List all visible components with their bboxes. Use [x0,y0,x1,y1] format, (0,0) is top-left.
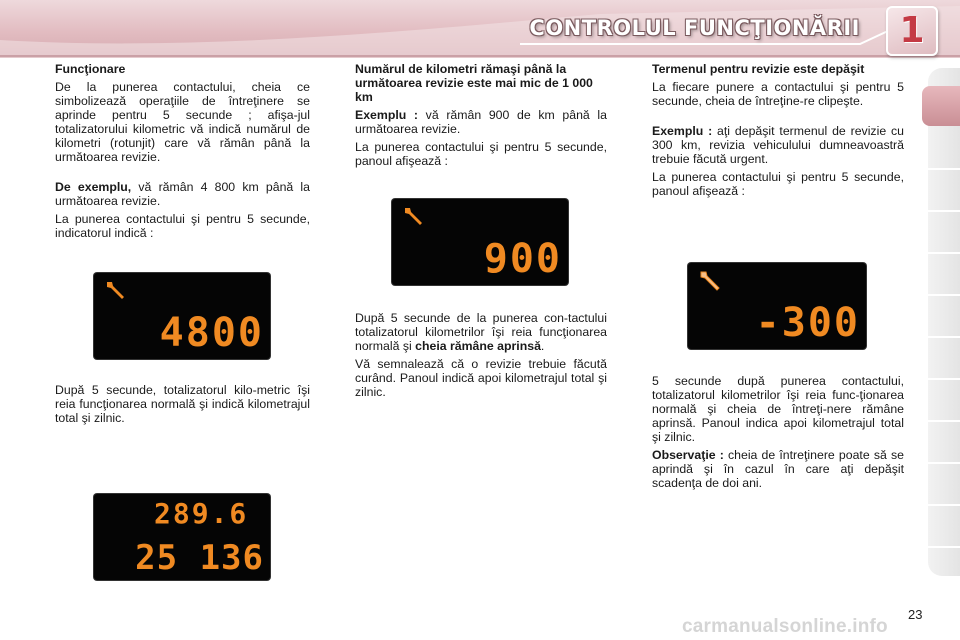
example-label: Exemplu : [652,124,713,138]
paragraph [355,311,607,353]
paragraph: La punerea contactului şi pentru 5 secunde, panoul afişează : [355,140,607,168]
column-3 [652,62,904,202]
chapter-title: CONTROLUL FUNCŢIONĂRII [529,16,860,40]
trip-meter-value: 289.6 [154,497,249,530]
side-tab-divider [928,546,960,548]
paragraph [652,448,904,490]
wrench-icon [104,279,128,303]
section-heading: Numărul de kilometri rămaşi până la următoarea revizie este mai mic de 1 000 km [355,62,593,104]
paragraph [55,180,310,208]
side-tab-divider [928,252,960,254]
side-tab-divider [928,210,960,212]
total-km-value: 25 136 [135,538,264,578]
odometer-display-minus300 [688,263,866,349]
paragraph: Vă semnalează că o revizie trebuie făcută curând. Panoul indică apoi kilometrajul total şi zilnic. [355,357,607,399]
text-run-bold: cheia rămâne aprinsă [415,339,541,353]
paragraph: La fiecare punere a contactului şi pentru 5 secunde, cheia de întreţine-re clipeşte. [652,80,904,108]
column-3-lower [652,374,904,494]
side-tab-active[interactable] [922,86,960,126]
paragraph [652,124,904,166]
side-tab-divider [928,504,960,506]
example-label: Exemplu : [355,108,419,122]
column-1 [55,62,310,244]
side-tab-divider [928,336,960,338]
odometer-value: 4800 [159,310,264,356]
wrench-icon [402,205,426,229]
example-text: vă rămân 4 800 km până la următoarea revizie. [55,180,310,208]
paragraph: După 5 secunde, totalizatorul kilo-metric îşi reia funcţionarea normală şi indică kilometrajul total şi zilnic. [55,383,310,425]
side-tab-divider [928,462,960,464]
section-heading: Termenul pentru revizie este depăşit [652,62,865,76]
paragraph [355,108,607,136]
example-text: vă rămân 900 de km până la următoarea revizie. [355,108,607,136]
watermark: carmanualsonline.info [682,616,888,637]
column-2-lower [355,311,607,403]
odometer-display-4800 [94,273,270,359]
observation-text: cheia de întreţinere poate să se aprindă şi în cazul în care aţi depăşit scadenţa de doi ani. [652,448,904,490]
section-heading: Funcţionare [55,62,126,76]
example-label: De exemplu, [55,180,132,194]
paragraph: La punerea contactului şi pentru 5 secunde, indicatorul indică : [55,212,310,240]
text-run: . [540,339,545,353]
maintenance-key-icon [698,269,724,295]
paragraph: 5 secunde după punerea contactului, totalizatorul kilometrilor îşi reia func-ţionarea normală şi cheia de întreţi-nere rămâne aprinsă. Panoul indica apoi kilometrajul total şi zilnic. [652,374,904,444]
side-tab-divider [928,378,960,380]
odometer-value: -300 [755,300,860,346]
side-tab-divider [928,168,960,170]
paragraph: La punerea contactului şi pentru 5 secunde, panoul afişează : [652,170,904,198]
odometer-value: 900 [483,236,562,282]
example-text: aţi depăşit termenul de revizie cu 300 km, revizia vehiculului dumneavoastră trebuie făcută urgent. [652,124,904,166]
side-tab-rail [928,68,960,576]
column-2 [355,62,607,172]
side-tab-divider [928,420,960,422]
paragraph: De la punerea contactului, cheia ce simbolizează operaţiile de întreţinere se aprinde pentru 5 secunde ; afişa-jul totalizatorului kilometric vă indică numărul de kilometri (rotunjit) care vă rămân până la următoarea revizie. [55,80,310,164]
side-tab-divider [928,294,960,296]
chapter-number-badge [886,6,938,56]
observation-label: Observaţie : [652,448,724,462]
odometer-display-total [94,494,270,580]
chapter-number: 1 [899,10,925,51]
text-run: După 5 secunde de la punerea con-tactului totalizatorul kilometrilor îşi reia funcţionarea normală şi [355,311,607,353]
page-number: 23 [908,607,923,622]
odometer-display-900 [392,199,568,285]
